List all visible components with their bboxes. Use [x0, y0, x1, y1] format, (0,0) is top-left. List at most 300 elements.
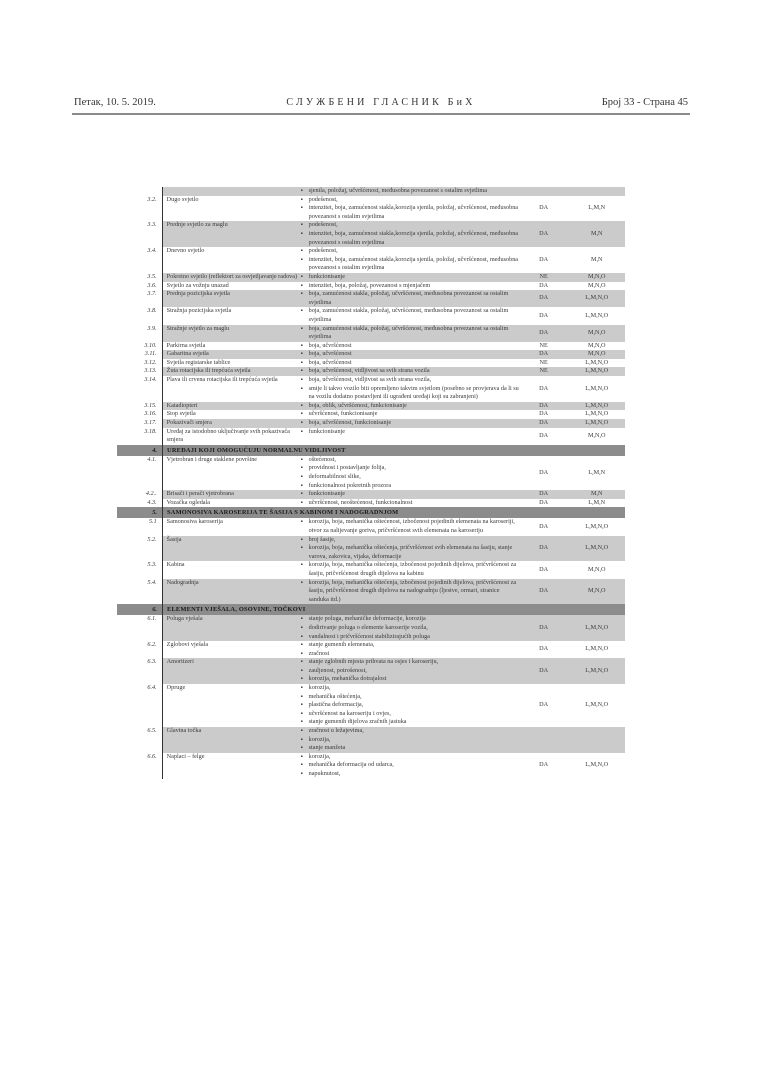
table-row — [117, 307, 625, 324]
description-bullet: ▪ deformabilnost slike, — [301, 473, 519, 482]
item-description — [301, 410, 519, 419]
vehicle-categories: L,M,N,O — [585, 294, 609, 302]
item-name: Katadiopteri — [166, 401, 198, 409]
item-description — [301, 615, 519, 641]
item-name: Parkirna svjetla — [166, 341, 206, 349]
column-divider — [162, 376, 163, 402]
mandatory-flag: DA — [539, 522, 549, 530]
item-name: Stražnja pozicijska svjetla — [166, 307, 232, 315]
table-row — [117, 490, 625, 499]
item-description — [301, 684, 519, 727]
item-description — [301, 579, 519, 605]
table-row — [117, 247, 625, 273]
item-number: 3.7. — [147, 290, 157, 298]
item-number: 5.2. — [147, 535, 157, 543]
mandatory-flag — [519, 727, 569, 753]
item-description — [301, 282, 519, 291]
table-row — [117, 350, 625, 359]
description-bullet: ▪ učvršćenost, neoštećenost, funkcionalnost — [301, 499, 519, 508]
mandatory-flag: DA — [539, 401, 549, 409]
description-bullet: ▪ boja, učvršćenost — [301, 359, 519, 368]
item-description — [301, 561, 519, 578]
description-bullet: ▪ korozija, boja, mehanička oštećenja, izbočenost pojedinih dijelova, pričvršćenost za šasiju, pričvršćenost drugih dijelova na nadogradnju (ljestve, ormari, stranice sanduka itd.) — [301, 579, 519, 605]
description-list — [301, 518, 519, 535]
mandatory-flag: DA — [539, 645, 549, 653]
mandatory-flag: NE — [539, 358, 548, 366]
item-name: Dnevno svjetlo — [166, 247, 205, 255]
description-list — [301, 282, 519, 291]
vehicle-categories: M,N — [590, 229, 603, 237]
description-bullet: ▪ zračnost — [301, 650, 519, 659]
item-description — [301, 273, 519, 282]
description-bullet: ▪ vandalnost i pričvršćenost stabilizirajućih poluga — [301, 633, 519, 642]
item-name: Prednja pozicijska svjetla — [166, 290, 230, 298]
mandatory-flag: DA — [539, 281, 549, 289]
item-number: 6.5. — [147, 727, 157, 735]
item-name: Vozačka ogledala — [166, 498, 211, 506]
section-header — [117, 507, 625, 518]
column-divider — [162, 290, 163, 307]
item-number: 3.2. — [147, 195, 157, 203]
column-divider — [162, 325, 163, 342]
description-list — [301, 350, 519, 359]
item-description — [301, 499, 519, 508]
vehicle-categories: L,M,N,O — [585, 544, 609, 552]
description-bullet: ▪ korozija, boja, mehanička oštećenja, izbočenost pojedinih dijelova, pričvršćenost za šasiju, pričvršćenost drugih dijelova na kabinu — [301, 561, 519, 578]
item-name: Svjetlo za vožnju unazad — [166, 281, 229, 289]
item-number: 6.4. — [147, 684, 157, 692]
description-bullet: ▪ funkcionalnost pokretnih prozora — [301, 482, 519, 491]
table-row — [117, 273, 625, 282]
item-name: Stražnje svjetlo za maglu — [166, 324, 230, 332]
vehicle-categories: L,M,N,O — [585, 761, 609, 769]
item-description — [301, 428, 519, 445]
table-row — [117, 196, 625, 222]
item-name: Plava ili crvena rotacijska ili trepćuća svjetla — [166, 376, 278, 384]
description-bullet: ▪ intenzitet, boja, zamućenost stakla,korozija sjenila, položaj, učvršćenost, međusobna povezanost s ostalim svjetlima — [301, 256, 519, 273]
table-row — [117, 641, 625, 658]
mandatory-flag: DA — [539, 294, 549, 302]
section-number: 6. — [152, 606, 157, 614]
item-number: 4.1. — [147, 455, 157, 463]
item-number: 3.6. — [147, 281, 157, 289]
description-bullet: ▪ funkcionisanje — [301, 428, 519, 437]
mandatory-flag: DA — [539, 311, 549, 319]
description-bullet: ▪ napuknutost, — [301, 770, 519, 779]
description-bullet: ▪ intenzitet, boja, zamućenost stakla,korozija sjenila, položaj, učvršćenost, međusobna povezanost s ostalim svjetlima — [301, 230, 519, 247]
description-list — [301, 376, 519, 402]
vehicle-categories: M,N,O — [587, 565, 606, 573]
mandatory-flag: DA — [539, 468, 549, 476]
item-name: Naplaci – felge — [166, 752, 205, 760]
column-divider — [162, 419, 163, 428]
description-bullet: ▪ zračnost u ležajevima, — [301, 727, 519, 736]
item-name: Kabina — [166, 561, 185, 569]
column-divider — [162, 410, 163, 419]
table-row — [117, 684, 625, 727]
table-row — [117, 325, 625, 342]
description-list — [301, 641, 519, 658]
item-name: Poluga vješala — [166, 615, 203, 623]
description-bullet: ▪ dodirivanje poluga o elemente karoserije vozila, — [301, 624, 519, 633]
section-title: ELEMENTI VJEŠALA, OSOVINE, TOČKOVI — [167, 606, 306, 614]
description-bullet: ▪ boja, učvršćenost, funkcionisanje — [301, 419, 519, 428]
header-rule — [72, 113, 690, 115]
item-number: 3.13. — [144, 367, 157, 375]
table-row — [117, 753, 625, 779]
table-row — [117, 499, 625, 508]
description-list — [301, 410, 519, 419]
vehicle-categories: L,M,N — [588, 204, 606, 212]
mandatory-flag: DA — [539, 587, 549, 595]
section-number: 5. — [152, 509, 157, 517]
description-bullet: ▪ mehanička oštećenja, — [301, 693, 519, 702]
vehicle-categories: L,M,N,O — [585, 311, 609, 319]
column-divider — [162, 307, 163, 324]
table-row — [117, 456, 625, 490]
item-description — [301, 221, 519, 247]
item-name: Stop svjetla — [166, 410, 196, 418]
column-divider — [162, 753, 163, 779]
item-number: 4.3. — [147, 498, 157, 506]
item-number: 3.4. — [147, 247, 157, 255]
mandatory-flag: DA — [539, 204, 549, 212]
item-description — [301, 658, 519, 684]
column-divider — [162, 359, 163, 368]
item-description — [301, 376, 519, 402]
description-bullet: ▪ korozija, — [301, 736, 519, 745]
item-description — [301, 456, 519, 490]
item-name: Prednje svjetlo za maglu — [166, 221, 228, 229]
column-divider — [162, 518, 163, 535]
item-name: Brisači i perači vjetrobrana — [166, 490, 234, 498]
section-title: SAMONOSIVA KAROSERIJA TE ŠASIJA S KABINOM I NADOGRADNJOM — [167, 509, 399, 517]
description-bullet: ▪ korozija, — [301, 753, 519, 762]
mandatory-flag: NE — [539, 272, 548, 280]
section-header — [117, 445, 625, 456]
description-bullet: ▪ korozija, boja, mehanička oštećenja, pričvršćenost svih elemenata na šasiju, stanje varova, zakovica, vijaka, deformacije — [301, 544, 519, 561]
header-publication: СЛУЖБЕНИ ГЛАСНИК БиХ — [286, 97, 476, 108]
description-bullet: ▪ zauljenost, potrošenost, — [301, 667, 519, 676]
item-number: 3.14. — [144, 376, 157, 384]
item-description — [301, 342, 519, 351]
vehicle-categories: L,M,N,O — [585, 419, 609, 427]
item-name: Pokazivači smjera — [166, 419, 212, 427]
description-list — [301, 367, 519, 376]
column-divider — [162, 221, 163, 247]
description-list — [301, 753, 519, 779]
description-list — [301, 490, 519, 499]
table-row — [117, 518, 625, 535]
item-description — [301, 518, 519, 535]
description-bullet: ▪ sjenila, položaj, učvršćenost, međusobna povezanost s ostalim svjetlima — [301, 187, 519, 196]
description-list — [301, 419, 519, 428]
mandatory-flag: DA — [539, 544, 549, 552]
item-name: Samonosiva karoserija — [166, 518, 223, 526]
description-bullet: ▪ učvršćenost, funkcionisanje — [301, 410, 519, 419]
item-name: Opruge — [166, 684, 186, 692]
vehicle-categories: L,M,N — [588, 468, 606, 476]
header-page-info: Број 33 - Страна 45 — [601, 97, 688, 108]
item-description — [301, 325, 519, 342]
item-number: 6.6. — [147, 752, 157, 760]
item-number: 4.2.. — [145, 490, 157, 498]
description-list — [301, 499, 519, 508]
page-header — [74, 97, 688, 111]
description-list — [301, 561, 519, 578]
item-name: Nadogradnja — [166, 578, 199, 586]
column-divider — [162, 536, 163, 562]
mandatory-flag: DA — [539, 701, 549, 709]
column-divider — [162, 684, 163, 727]
description-bullet: ▪ boja, učvršćenost, vidljivost sa svih strana vozila — [301, 367, 519, 376]
mandatory-flag: DA — [539, 255, 549, 263]
mandatory-flag — [519, 187, 569, 196]
item-description — [301, 290, 519, 307]
column-divider — [162, 490, 163, 499]
vehicle-categories: M,N,O — [587, 272, 606, 280]
description-bullet: ▪ podešenost, — [301, 247, 519, 256]
vehicle-categories: L,M,N,O — [585, 645, 609, 653]
item-number: 3.3. — [147, 221, 157, 229]
item-description — [301, 753, 519, 779]
description-bullet: ▪ stanje zglobnih mjesta prihvata na osjes i karoseriju, — [301, 658, 519, 667]
description-bullet: ▪ smije li takvo vozilo biti opremljeno takvim svjetlom (posebno se provjerava da li su na vozilu dodatno postavljeni ili ugrađeni uređaji koji su zabranjeni) — [301, 385, 519, 402]
vehicle-categories: L,M,N,O — [585, 701, 609, 709]
mandatory-flag: DA — [539, 410, 549, 418]
vehicle-categories: M,N,O — [587, 431, 606, 439]
item-number: 3.5. — [147, 272, 157, 280]
mandatory-flag: DA — [539, 761, 549, 769]
item-number — [117, 187, 162, 196]
description-bullet: ▪ funkcionisanje — [301, 490, 519, 499]
vehicle-categories: M,N,O — [587, 281, 606, 289]
table-row — [117, 615, 625, 641]
description-list — [301, 290, 519, 307]
description-list — [301, 536, 519, 562]
item-description — [301, 247, 519, 273]
item-name: Šasija — [166, 535, 182, 543]
table-row — [117, 727, 625, 753]
section-title: UREĐAJI KOJI OMOGUĆUJU NORMALNU VIDLJIVOST — [167, 446, 346, 454]
description-bullet: ▪ providnost i postavljanje folija, — [301, 464, 519, 473]
header-date: Петак, 10. 5. 2019. — [74, 97, 156, 108]
mandatory-flag: DA — [539, 350, 549, 358]
vehicle-categories: L,M,N,O — [585, 623, 609, 631]
description-bullet: ▪ učvršćenost na karoseriju i ovjes, — [301, 710, 519, 719]
mandatory-flag: DA — [539, 419, 549, 427]
item-name: Uređaj za istodobno uključivanje svih pokazivača smjera — [166, 427, 290, 444]
item-number: 3.18. — [144, 427, 157, 435]
vehicle-categories: L,M,N,O — [585, 367, 609, 375]
vehicle-categories: L,M,N,O — [585, 666, 609, 674]
description-list — [301, 684, 519, 727]
description-list — [301, 307, 519, 324]
column-divider — [162, 342, 163, 351]
table-row — [117, 536, 625, 562]
item-description — [301, 536, 519, 562]
vehicle-categories: M,N,O — [587, 587, 606, 595]
item-name: Dugo svjetlo — [166, 195, 199, 203]
mandatory-flag: DA — [539, 490, 549, 498]
column-divider — [162, 641, 163, 658]
column-divider — [162, 561, 163, 578]
vehicle-categories: M,N,O — [587, 328, 606, 336]
column-divider — [162, 658, 163, 684]
mandatory-flag: DA — [539, 498, 549, 506]
column-divider — [162, 402, 163, 411]
item-name — [163, 187, 301, 196]
table-row — [117, 376, 625, 402]
description-bullet: ▪ korozija, mehanička dotrajalost — [301, 675, 519, 684]
description-bullet: ▪ boja, zamućenost stakla, položaj, učvršćenost, međusobna povezanost sa ostalim svjetlima — [301, 325, 519, 342]
item-description — [301, 187, 519, 196]
table-row — [117, 428, 625, 445]
vehicle-categories: L,M,N,O — [585, 522, 609, 530]
item-description — [301, 490, 519, 499]
description-list — [301, 658, 519, 684]
description-list — [301, 187, 519, 196]
description-bullet: ▪ boja, zamućenost stakla, položaj, učvršćenost, međusobna povezanost sa ostalim svjetlima — [301, 307, 519, 324]
description-list — [301, 727, 519, 753]
item-name: Zglobovi vješala — [166, 641, 209, 649]
item-number: 5.1 — [148, 518, 157, 526]
description-bullet: ▪ podešenost, — [301, 196, 519, 205]
item-name: Amortizeri — [166, 658, 194, 666]
item-number: 6.3. — [147, 658, 157, 666]
item-number: 3.12. — [144, 358, 157, 366]
description-list — [301, 221, 519, 247]
table-row — [117, 402, 625, 411]
inspection-table — [117, 187, 625, 779]
description-bullet: ▪ intenzitet, boja, položaj, povezanost s mjenjačem — [301, 282, 519, 291]
description-bullet: ▪ stanje manžeta — [301, 744, 519, 753]
item-description — [301, 196, 519, 222]
mandatory-flag: DA — [539, 666, 549, 674]
item-description — [301, 350, 519, 359]
vehicle-categories: L,M,N,O — [585, 410, 609, 418]
section-number: 4. — [152, 446, 157, 454]
description-bullet: ▪ korozija, — [301, 684, 519, 693]
description-list — [301, 428, 519, 437]
table-row — [117, 419, 625, 428]
description-list — [301, 579, 519, 605]
item-number: 3.11. — [144, 350, 157, 358]
item-description — [301, 419, 519, 428]
description-bullet: ▪ intenzitet, boja, zamućenost stakla,korozija sjenila, položaj, učvršćenost, međusobna povezanost s ostalim svjetlima — [301, 204, 519, 221]
column-divider — [162, 456, 163, 490]
column-divider — [162, 579, 163, 605]
item-description — [301, 641, 519, 658]
description-bullet: ▪ stanje poluga, mehaničke deformacije, korozija — [301, 615, 519, 624]
item-name: Pokretno svjetlo (reflektori za osvjetljavanje radova) — [166, 272, 298, 280]
column-divider — [162, 187, 163, 196]
item-number: 3.15. — [144, 401, 157, 409]
column-divider — [162, 727, 163, 753]
item-number: 5.4. — [147, 578, 157, 586]
description-bullet: ▪ mehanička deformacija od udarca, — [301, 761, 519, 770]
mandatory-flag: DA — [539, 565, 549, 573]
column-divider — [162, 428, 163, 445]
vehicle-categories: L,M,N — [588, 498, 606, 506]
description-bullet: ▪ plastična deformacija, — [301, 701, 519, 710]
description-list — [301, 402, 519, 411]
item-number: 3.8. — [147, 307, 157, 315]
mandatory-flag: DA — [539, 229, 549, 237]
column-divider — [162, 247, 163, 273]
vehicle-categories: L,M,N,O — [585, 384, 609, 392]
item-description — [301, 402, 519, 411]
column-divider — [162, 507, 163, 518]
table-row — [117, 342, 625, 351]
item-description — [301, 367, 519, 376]
description-bullet: ▪ funkcionisanje — [301, 273, 519, 282]
column-divider — [162, 499, 163, 508]
column-divider — [162, 273, 163, 282]
mandatory-flag: DA — [539, 431, 549, 439]
description-list — [301, 615, 519, 641]
column-divider — [162, 350, 163, 359]
item-number: 3.10. — [144, 341, 157, 349]
vehicle-categories: L,M,N,O — [585, 401, 609, 409]
description-bullet: ▪ boja, učvršćenost, vidljivost sa svih strana vozila, — [301, 376, 519, 385]
mandatory-flag: DA — [539, 623, 549, 631]
item-name: Vjetrobran i druge staklene površine — [166, 455, 258, 463]
description-list — [301, 342, 519, 351]
vehicle-categories: M,N,O — [587, 350, 606, 358]
table-row — [117, 290, 625, 307]
table-row — [117, 221, 625, 247]
mandatory-flag: NE — [539, 341, 548, 349]
mandatory-flag: DA — [539, 384, 549, 392]
table-row — [117, 410, 625, 419]
item-number: 3.9. — [147, 324, 157, 332]
vehicle-categories: M,N,O — [587, 341, 606, 349]
description-list — [301, 273, 519, 282]
description-bullet: ▪ broj šasije, — [301, 536, 519, 545]
description-bullet: ▪ korozija, boja, mehanička oštećenost, izbočenost pojedinih elemenata na karoseriji, otvor za nalijevanje goriva, pričvršćenost svih elemenata na karoseriju — [301, 518, 519, 535]
item-name: Žuta rotacijska ili trepćuća svjetla — [166, 367, 251, 375]
description-list — [301, 359, 519, 368]
item-description — [301, 727, 519, 753]
description-list — [301, 247, 519, 273]
description-bullet: ▪ oštećenost, — [301, 456, 519, 465]
description-list — [301, 196, 519, 222]
column-divider — [162, 282, 163, 291]
table-row — [117, 282, 625, 291]
description-list — [301, 325, 519, 342]
item-description — [301, 359, 519, 368]
item-number: 6.1. — [147, 615, 157, 623]
table-row — [117, 579, 625, 605]
mandatory-flag: DA — [539, 328, 549, 336]
item-name: Svjetla registarske tablice — [166, 358, 231, 366]
table-row — [117, 187, 625, 196]
vehicle-categories — [568, 187, 625, 196]
table-row — [117, 561, 625, 578]
description-bullet: ▪ boja, učvršćenost — [301, 342, 519, 351]
item-number: 6.2. — [147, 641, 157, 649]
description-bullet: ▪ podešenost, — [301, 221, 519, 230]
vehicle-categories: M,N — [590, 255, 603, 263]
column-divider — [162, 615, 163, 641]
column-divider — [162, 445, 163, 456]
vehicle-categories: M,N — [590, 490, 603, 498]
item-description — [301, 307, 519, 324]
column-divider — [162, 367, 163, 376]
item-number: 5.3. — [147, 561, 157, 569]
column-divider — [162, 604, 163, 615]
